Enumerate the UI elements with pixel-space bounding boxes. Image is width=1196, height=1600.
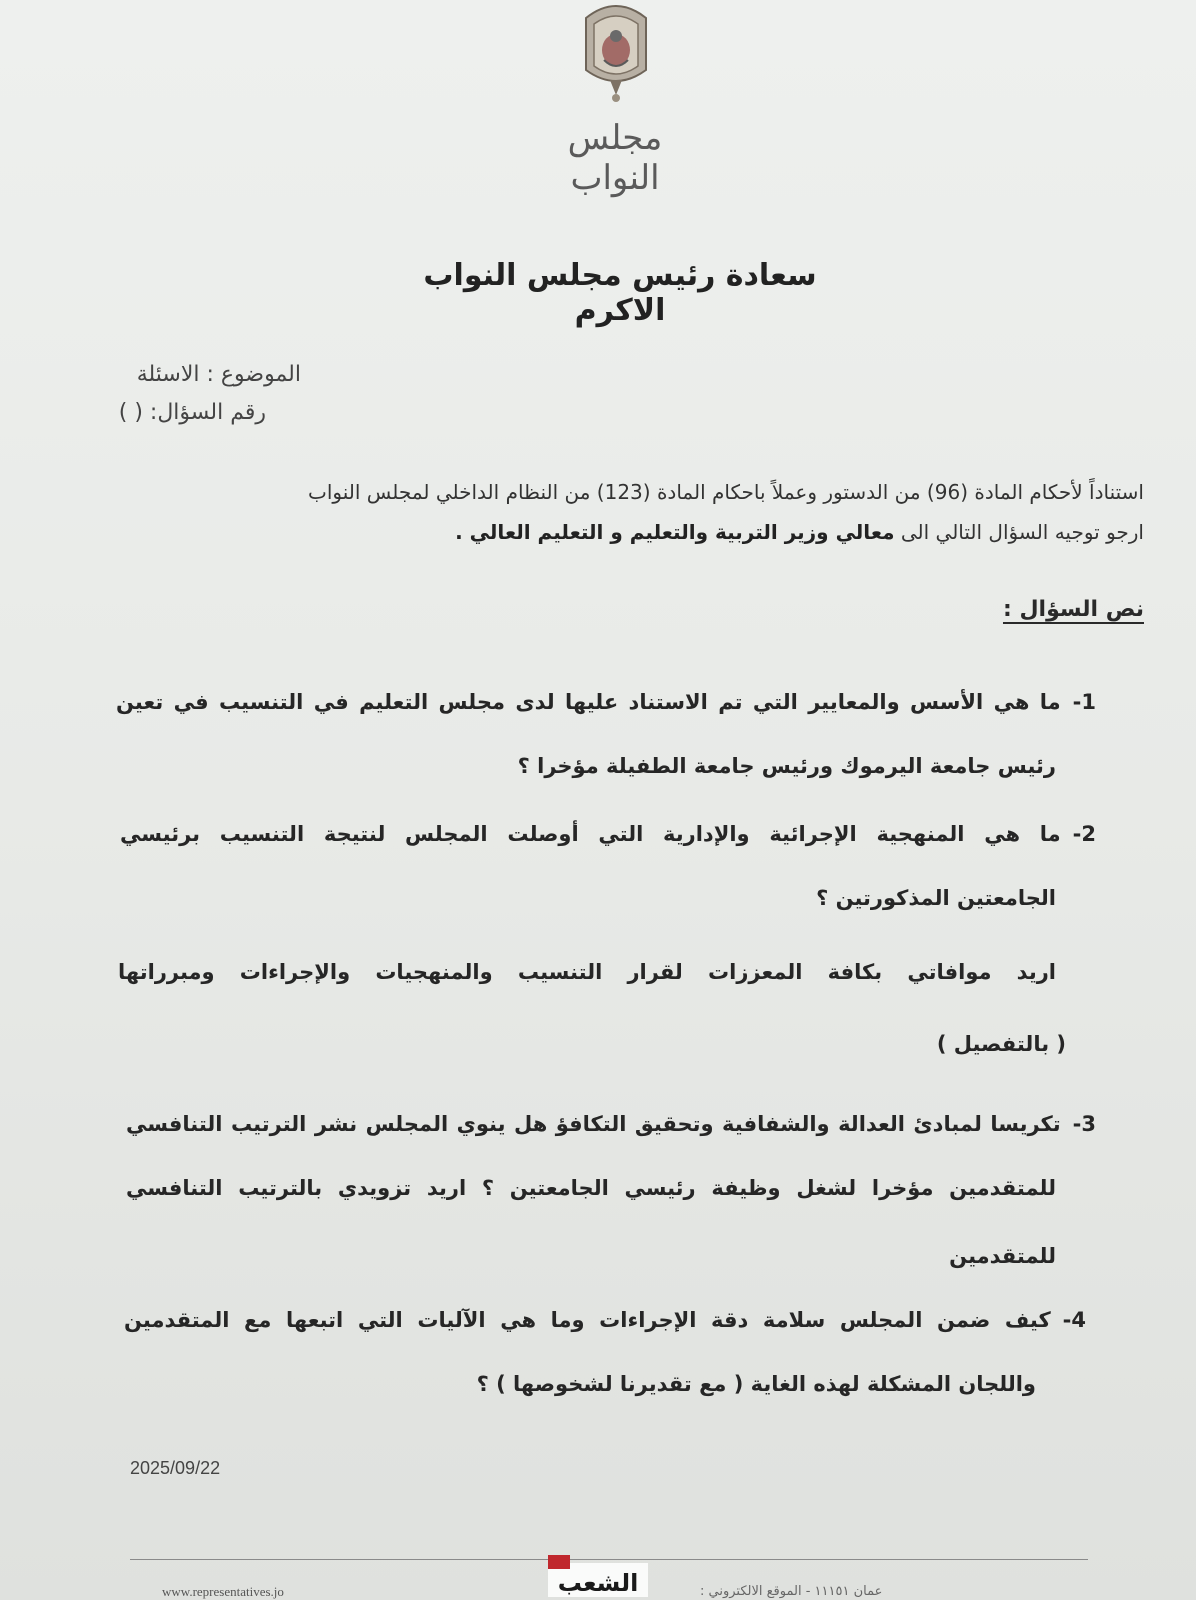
newspaper-logo-text: الشعب <box>557 1569 639 1597</box>
question-number-line: رقم السؤال: ( ) <box>118 400 266 425</box>
intro-line-2-prefix: ارجو توجيه السؤال التالي الى <box>894 520 1144 544</box>
document-date: 2025/09/22 <box>130 1458 221 1478</box>
request-line-2: ( بالتفصيل ) <box>936 1032 1066 1056</box>
footer-website: www.representatives.jo <box>162 1584 284 1599</box>
coat-of-arms-emblem <box>566 0 666 105</box>
question-1-number: 1- <box>1072 690 1096 714</box>
question-1-text-1: ما هي الأسس والمعايير التي تم الاستناد عليها لدى مجلس التعليم في التنسيب في تعين <box>116 690 1061 714</box>
question-4-line-1 <box>124 1308 1086 1332</box>
subject-line: الموضوع : الاسئلة <box>136 362 301 387</box>
footer-address: عمان ١١١٥١ - الموقع الالكتروني : <box>700 1584 883 1599</box>
question-3-line-3: للمتقدمين <box>949 1244 1056 1268</box>
council-name-logo: مجلس النواب <box>567 118 663 198</box>
question-2-number: 2- <box>1072 822 1096 846</box>
intro-minister: معالي وزير التربية والتعليم و التعليم العالي . <box>455 520 895 544</box>
question-3-line-1 <box>126 1112 1096 1136</box>
intro-line-2 <box>455 520 1144 544</box>
question-heading: نص السؤال : <box>1002 597 1144 622</box>
question-4-text-1: كيف ضمن المجلس سلامة دقة الإجراءات وما هي الآليات التي اتبعها مع المتقدمين <box>124 1308 1051 1332</box>
question-2-text-1: ما هي المنهجية الإجرائية والإدارية التي أوصلت المجلس لنتيجة التنسيب برئيسي <box>120 822 1061 846</box>
request-line-1: اريد موافاتي بكافة المعززات لقرار التنسيب والمنهجيات والإجراءات ومبرراتها <box>118 960 1056 984</box>
intro-line-1: استناداً لأحكام المادة (96) من الدستور وعملاً باحكام المادة (123) من النظام الداخلي لمجلس النواب <box>308 480 1144 504</box>
question-1-line-1 <box>116 690 1096 714</box>
question-1-line-2: رئيس جامعة اليرموك ورئيس جامعة الطفيلة مؤخرا ؟ <box>517 754 1056 778</box>
newspaper-logo <box>548 1555 648 1600</box>
question-4-line-2: واللجان المشكلة لهذه الغاية ( مع تقديرنا لشخوصها ) ؟ <box>476 1372 1036 1396</box>
question-3-number: 3- <box>1072 1112 1096 1136</box>
addressee-title: سعادة رئيس مجلس النواب الاكرم <box>423 258 817 328</box>
question-3-line-2: للمتقدمين مؤخرا لشغل وظيفة رئيسي الجامعتين ؟ اريد تزويدي بالترتيب التنافسي <box>126 1176 1056 1200</box>
question-2-line-2: الجامعتين المذكورتين ؟ <box>816 886 1056 910</box>
question-3-text-1: تكريسا لمبادئ العدالة والشفافية وتحقيق التكافؤ هل ينوي المجلس نشر الترتيب التنافسي <box>126 1112 1061 1136</box>
question-4-number: 4- <box>1062 1308 1086 1332</box>
question-2-line-1 <box>120 822 1096 846</box>
